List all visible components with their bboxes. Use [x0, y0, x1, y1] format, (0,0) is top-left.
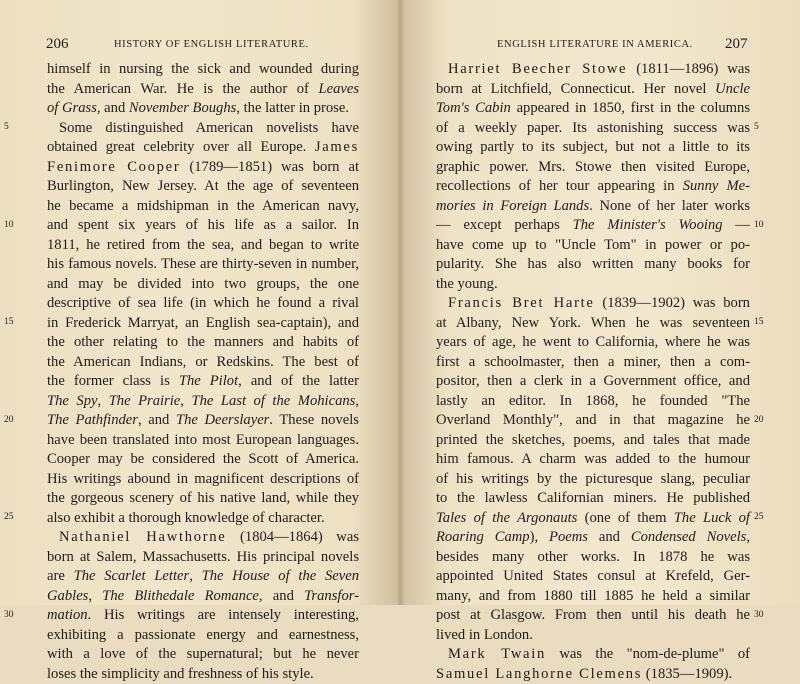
text-line: of his writings by the picturesque slang, peculiar	[436, 470, 750, 490]
line-number: 10	[754, 216, 764, 236]
text-line: The Spy, The Prairie, The Last of the Mohicans,	[47, 392, 359, 412]
text-line: to the lawless Californian miners. He published	[436, 489, 750, 509]
line-number: 5	[754, 118, 759, 138]
text-line: in Frederick Marryat, an English sea-captain), and	[47, 314, 359, 334]
line-number: 10	[4, 216, 14, 236]
text-line: Nathaniel Hawthorne (1804—1864) was	[47, 528, 359, 548]
page-header	[0, 35, 398, 53]
line-number: 30	[754, 606, 764, 626]
text-line: Roaring Camp), Poems and Condensed Novels,	[436, 528, 750, 548]
text-line: printed the sketches, poems, and tales that made	[436, 431, 750, 451]
text-line: positor, then a clerk in a Government office, and	[436, 372, 750, 392]
line-number: 30	[4, 606, 14, 626]
text-line: Cooper may be considered the Scott of America.	[47, 450, 359, 470]
text-line: of Grass, and November Boughs, the latter in prose.	[47, 99, 359, 119]
text-line: The Pathfinder, and The Deerslayer. These novels	[47, 411, 359, 431]
page-body	[47, 60, 359, 684]
text-line: pularity. She has also written many books for	[436, 255, 750, 275]
text-line: years of age, he went to California, where he was	[436, 333, 750, 353]
text-line: his famous novels. These are thirty-seven in number,	[47, 255, 359, 275]
text-line: also exhibit a thorough knowledge of character.	[47, 509, 359, 529]
line-number: 25	[754, 508, 764, 528]
text-line: Samuel Langhorne Clemens (1835—1909).	[436, 665, 750, 684]
line-number: 15	[754, 313, 764, 333]
text-line: Mark Twain was the "nom-de-plume" of	[436, 645, 750, 665]
page-number: 206	[46, 35, 69, 53]
text-line: Tom's Cabin appeared in 1850, first in the columns	[436, 99, 750, 119]
text-line: himself in nursing the sick and wounded during	[47, 60, 359, 80]
text-line: Burlington, New Jersey. At the age of seventeen	[47, 177, 359, 197]
text-line: besides many other works. In 1878 he was	[436, 548, 750, 568]
text-line: mation. His writings are intensely interesting,	[47, 606, 359, 626]
running-title: HISTORY OF ENGLISH LITERATURE.	[114, 37, 309, 53]
text-line: and spent six years of his life as a sailor. In	[47, 216, 359, 236]
text-line: Gables, The Blithedale Romance, and Transfor-	[47, 587, 359, 607]
line-number: 20	[754, 411, 764, 431]
text-line: the American War. He is the author of Leaves	[47, 80, 359, 100]
text-line: are The Scarlet Letter, The House of the Seven	[47, 567, 359, 587]
text-line: Francis Bret Harte (1839—1902) was born	[436, 294, 750, 314]
text-line: post at Glasgow. From then until his death he	[436, 606, 750, 626]
text-line: graphic power. Mrs. Stowe then visited Europe,	[436, 158, 750, 178]
text-line: Tales of the Argonauts (one of them The Luck of	[436, 509, 750, 529]
text-line: the former class is The Pilot, and of the latter	[47, 372, 359, 392]
text-line: him famous. A charm was added to the humour	[436, 450, 750, 470]
text-line: born at Litchfield, Connecticut. Her novel Uncle	[436, 80, 750, 100]
text-line: mories in Foreign Lands. None of her later works	[436, 197, 750, 217]
text-line: 1811, he retired from the sea, and began to write	[47, 236, 359, 256]
page-body	[436, 60, 750, 684]
text-line: have been translated into most European languages.	[47, 431, 359, 451]
text-line: loses the simplicity and freshness of his style.	[47, 665, 359, 684]
text-line: exhibiting a passionate energy and earnestness,	[47, 626, 359, 646]
page-number: 207	[725, 35, 748, 53]
text-line: Fenimore Cooper (1789—1851) was born at	[47, 158, 359, 178]
text-line: lived in London.	[436, 626, 750, 646]
text-line: appointed United States consul at Krefeld, Ger-	[436, 567, 750, 587]
running-title: ENGLISH LITERATURE IN AMERICA.	[497, 37, 693, 53]
line-number: 5	[4, 118, 9, 138]
text-line: of a weekly paper. Its astonishing success was	[436, 119, 750, 139]
left-page	[0, 0, 398, 605]
page-header	[402, 35, 800, 53]
text-line: and may be divided into two groups, the one	[47, 275, 359, 295]
text-line: Harriet Beecher Stowe (1811—1896) was	[436, 60, 750, 80]
text-line: first a schoolmaster, then a miner, then a com-	[436, 353, 750, 373]
text-line: His writings abound in magnificent descriptions of	[47, 470, 359, 490]
text-line: obtained great celebrity over all Europe. James	[47, 138, 359, 158]
text-line: lastly an editor. In 1868, he founded "The	[436, 392, 750, 412]
text-line: at Albany, New York. When he was seventeen	[436, 314, 750, 334]
text-line: many, and from 1880 till 1885 he held a similar	[436, 587, 750, 607]
text-line: the American Indians, or Redskins. The best of	[47, 353, 359, 373]
text-line: have come up to "Uncle Tom" in power or po-	[436, 236, 750, 256]
right-page	[402, 0, 800, 605]
text-line: with a love of the supernatural; but he never	[47, 645, 359, 665]
line-number: 15	[4, 313, 14, 333]
text-line: the other relating to the manners and habits of	[47, 333, 359, 353]
text-line: the young.	[436, 275, 750, 295]
text-line: recollections of her tour appearing in Sunny Me-	[436, 177, 750, 197]
text-line: he became a midshipman in the American navy,	[47, 197, 359, 217]
text-line: the gorgeous scenery of his native land, while they	[47, 489, 359, 509]
text-line: — except perhaps The Minister's Wooing —	[436, 216, 750, 236]
text-line: born at Salem, Massachusetts. His principal novels	[47, 548, 359, 568]
line-number: 25	[4, 508, 14, 528]
text-line: Overland Monthly", and in that magazine he	[436, 411, 750, 431]
text-line: descriptive of sea life (in which he found a rival	[47, 294, 359, 314]
text-line: owing partly to its subject, but not a little to its	[436, 138, 750, 158]
line-number: 20	[4, 411, 14, 431]
text-line: Some distinguished American novelists have	[47, 119, 359, 139]
